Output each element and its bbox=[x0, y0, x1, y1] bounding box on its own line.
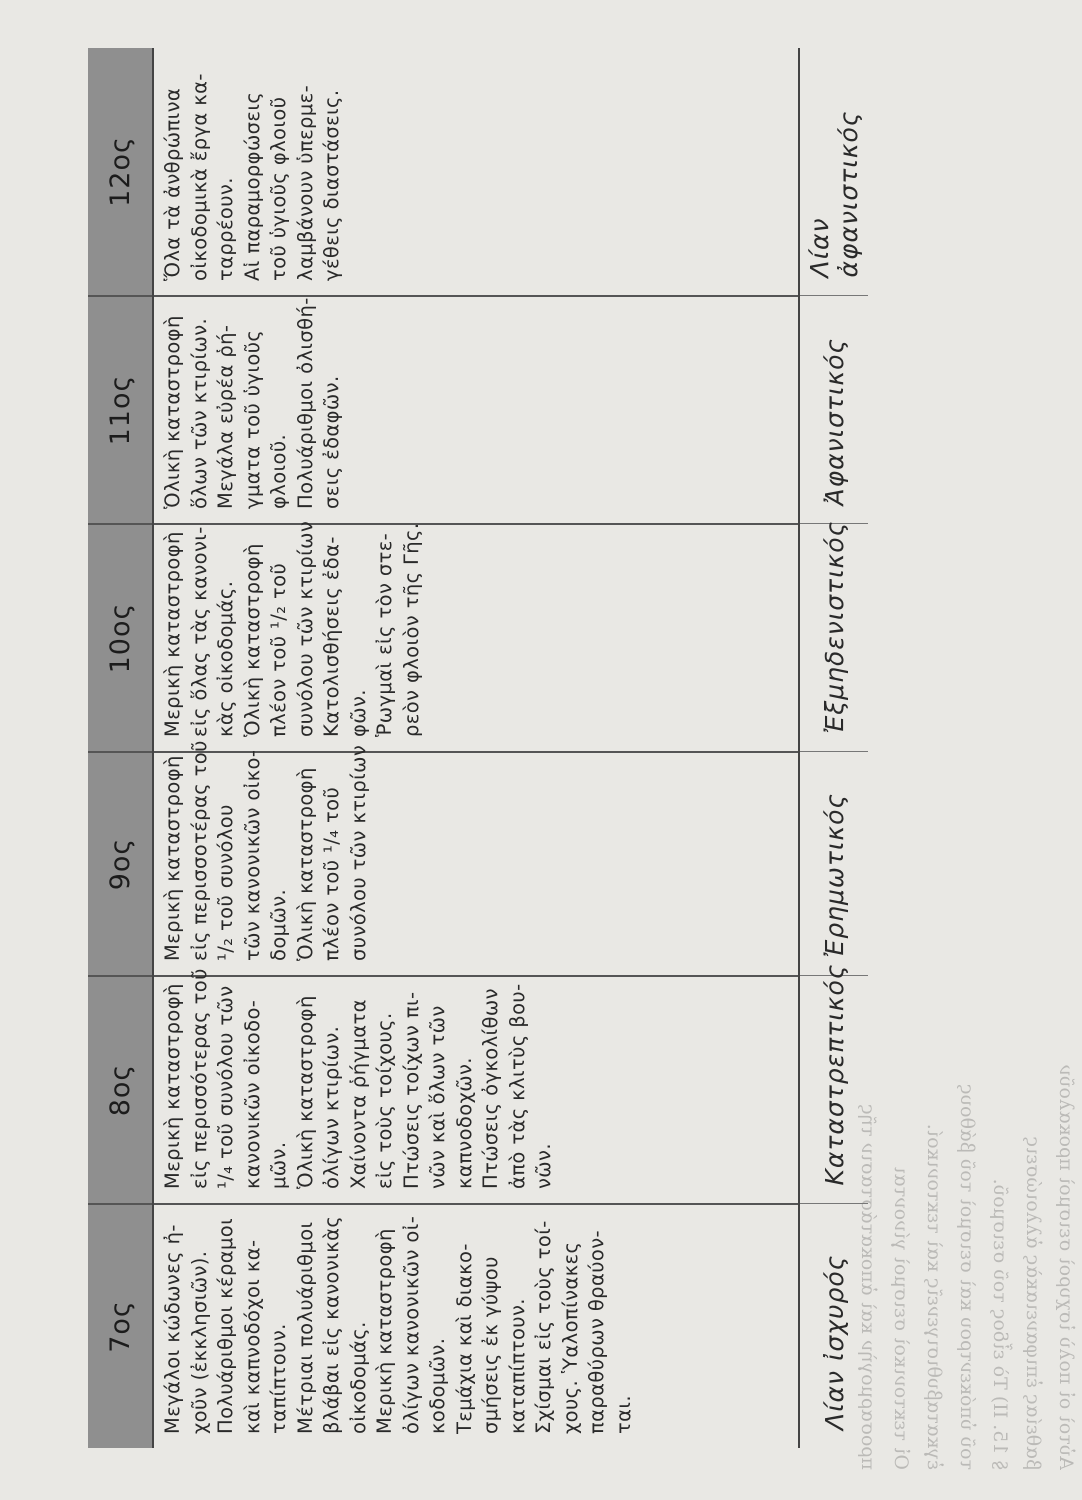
column-header: 10ος bbox=[88, 524, 153, 752]
description-line: ¹/₂ τοῦ συνόλου bbox=[214, 804, 237, 961]
description-line: βλάβαι εἰς κανονικὰς bbox=[320, 1215, 343, 1434]
description-line: δομῶν. bbox=[267, 888, 290, 961]
description-line: Μερικὴ καταστροφὴ bbox=[161, 755, 184, 961]
description-line: φλοιοῦ. bbox=[267, 433, 290, 509]
description-line: Μερικὴ καταστροφὴ bbox=[161, 983, 184, 1189]
classification-cell: Λίαν ἰσχυρός bbox=[799, 1204, 868, 1448]
description-line: Μεγάλα εὐρέα ῥή- bbox=[214, 324, 237, 509]
description-line: εἰς περισσότερας τοῦ bbox=[187, 968, 211, 1189]
description-line: Αἱ παραμορφώσεις bbox=[240, 91, 264, 281]
description-line: οἰκοδομάς. bbox=[346, 1321, 370, 1434]
bleed-line: Οἱ τεκτονικοὶ σεισμοὶ γίνονται bbox=[890, 1166, 912, 1470]
description-line: Ὁλικὴ καταστροφὴ bbox=[161, 315, 184, 509]
description-line: Ὁλικὴ καταστροφὴ bbox=[293, 995, 317, 1189]
column-header: 11ος bbox=[88, 296, 153, 524]
description-line: καπνοδοχῶν. bbox=[452, 1057, 476, 1189]
column-header: 12ος bbox=[88, 48, 153, 296]
description-line: μῶν. bbox=[267, 1141, 290, 1189]
rotated-table-page bbox=[88, 48, 868, 1448]
description-line: κανονικῶν οἰκοδο- bbox=[240, 999, 264, 1189]
bleed-line: τοῦ ὑπόκεντρου καὶ σεισμοὶ τοῦ βάθους bbox=[956, 1083, 978, 1470]
description-line: οἰκοδομικὰ ἔργα κα- bbox=[187, 73, 211, 281]
description-line: τῶν κανονικῶν οἰκο- bbox=[240, 749, 264, 961]
description-line: ται. bbox=[611, 1395, 635, 1434]
description-line: Πτώσεις ὀγκολίθων bbox=[479, 988, 502, 1189]
description-line: Ὁλικὴ καταστροφὴ bbox=[240, 543, 264, 737]
description-line: κὰς οἰκοδομάς. bbox=[214, 580, 237, 737]
description-line: παραθύρων θραύον- bbox=[585, 1230, 608, 1434]
description-line: γέθεις διαστάσεις. bbox=[320, 89, 343, 281]
description-line: τοῦ ὑγιοῦς φλοιοῦ bbox=[267, 96, 290, 281]
column-header: 7ος bbox=[88, 1204, 153, 1448]
description-line: πλέον τοῦ ¹/₂ τοῦ bbox=[267, 562, 290, 737]
description-line: κοδομῶν. bbox=[426, 1337, 449, 1434]
description-cell bbox=[153, 1204, 799, 1448]
bleed-through-text bbox=[852, 30, 1082, 1470]
description-line: χοῦν (ἐκκλησιῶν). bbox=[187, 1250, 211, 1434]
description-line: Μερικὴ καταστροφὴ bbox=[373, 1228, 396, 1434]
description-line: συνόλου τῶν κτιρίων bbox=[346, 744, 370, 961]
description-line: Πολυάριθμοι κέραμοι bbox=[214, 1217, 237, 1434]
description-line: πλέον τοῦ ¹/₄ τοῦ bbox=[320, 786, 343, 961]
description-line: Πτώσεις τοίχων πι- bbox=[399, 991, 423, 1189]
bleed-line: βαθείας ἐπιφανειακὰς ἀλλοιώσεις bbox=[1022, 1136, 1044, 1470]
description-cell bbox=[153, 520, 799, 752]
description-line: Κατολισθήσεις ἐδα- bbox=[320, 536, 343, 737]
description-line: Πολυάριθμοι ὀλισθή- bbox=[293, 297, 317, 509]
description-line: εἰς ὅλας τὰς κανονι- bbox=[187, 526, 211, 737]
classification-cell: Ἐξμηδενιστικός bbox=[799, 524, 868, 752]
description-cell bbox=[153, 740, 799, 976]
description-line: Ῥωγμαὶ εἰς τὸν στε- bbox=[373, 532, 396, 737]
description-line: ὅλων τῶν κτιρίων. bbox=[187, 317, 211, 509]
description-line: νῶν καὶ ὅλων τῶν bbox=[426, 1005, 449, 1189]
description-line: ταπίπτουν. bbox=[267, 1323, 290, 1434]
description-cell bbox=[153, 968, 799, 1204]
classification-cell: Λίαν ἀφανιστικός bbox=[805, 110, 863, 278]
description-line: χους. Ὑαλοπίνακες bbox=[558, 1241, 582, 1434]
earthquake-intensity-table bbox=[88, 48, 868, 1448]
description-line: Μερικὴ καταστροφὴ bbox=[161, 531, 184, 737]
description-line: ¹/₄ τοῦ συνόλου τῶν bbox=[214, 985, 237, 1189]
bleed-line: Αὐτοὶ οἱ πολὺ ἰσχυροὶ σεισμοὶ προκαλοῦν bbox=[1055, 1064, 1077, 1470]
description-line: Σχίσμαι εἰς τοὺς τοί- bbox=[532, 1220, 555, 1434]
description-line: σεις ἐδαφῶν. bbox=[320, 375, 343, 509]
description-line: Ὅλα τὰ ἀνθρώπινα bbox=[161, 87, 184, 281]
classification-cell: Ἐρημωτικός bbox=[799, 752, 868, 976]
column-header: 9ος bbox=[88, 752, 153, 976]
description-cell bbox=[153, 48, 799, 296]
description-line: νῶν. bbox=[532, 1143, 555, 1189]
description-line: Ὁλικὴ καταστροφὴ bbox=[293, 767, 317, 961]
classification-cell: Καταστρεπτικός bbox=[799, 976, 868, 1204]
description-line: καὶ καπνοδόχοι κα- bbox=[240, 1239, 264, 1434]
description-line: ταρρέουν. bbox=[214, 177, 237, 281]
description-line: ὀλίγων κανονικῶν οἰ- bbox=[399, 1215, 423, 1434]
bleed-line: προσαρμογὴν καὶ ἀποκατάστασιν τῆς bbox=[857, 1103, 879, 1470]
header-row bbox=[88, 48, 153, 1448]
bleed-line: § 15. II) Τὸ εἶδος τοῦ σεισμοῦ. bbox=[989, 1178, 1011, 1470]
description-line: ρεὸν φλοιὸν τῆς Γῆς. bbox=[399, 522, 423, 737]
description-row bbox=[153, 48, 799, 1448]
description-line: ἀπὸ τὰς κλιτὺς βου- bbox=[505, 983, 529, 1189]
description-line: σμήσεις ἐκ γύψου bbox=[479, 1256, 502, 1434]
description-line: ὀλίγων κτιρίων. bbox=[320, 1025, 343, 1189]
bleed-line: ἐγκαταβυθισιγενεῖς καὶ τεκτονικοί. bbox=[923, 1123, 945, 1470]
description-line: εἰς τοὺς τοίχους. bbox=[373, 1012, 396, 1189]
description-line: γματα τοῦ ὑγιοῦς bbox=[240, 329, 264, 509]
description-line: λαμβάνουν ὑπερμε- bbox=[293, 84, 317, 281]
classification-row bbox=[799, 48, 868, 1448]
description-line: Μεγάλοι κώδωνες ἠ- bbox=[161, 1224, 184, 1434]
description-line: Μέτριαι πολυάριθμοι bbox=[293, 1221, 317, 1434]
description-cell bbox=[153, 296, 799, 524]
column-header: 8ος bbox=[88, 976, 153, 1204]
description-line: συνόλου τῶν κτιρίων bbox=[293, 520, 317, 737]
classification-cell: Ἀφανιστικός bbox=[799, 296, 868, 524]
description-line: Χαίνοντα ῥήγματα bbox=[346, 999, 370, 1189]
description-line: εἰς περισσοτέρας τοῦ bbox=[187, 740, 211, 961]
description-line: φῶν. bbox=[346, 689, 370, 737]
description-line: Τεμάχια καὶ διακο- bbox=[452, 1243, 476, 1434]
description-line: καταπίπτουν. bbox=[505, 1298, 529, 1434]
